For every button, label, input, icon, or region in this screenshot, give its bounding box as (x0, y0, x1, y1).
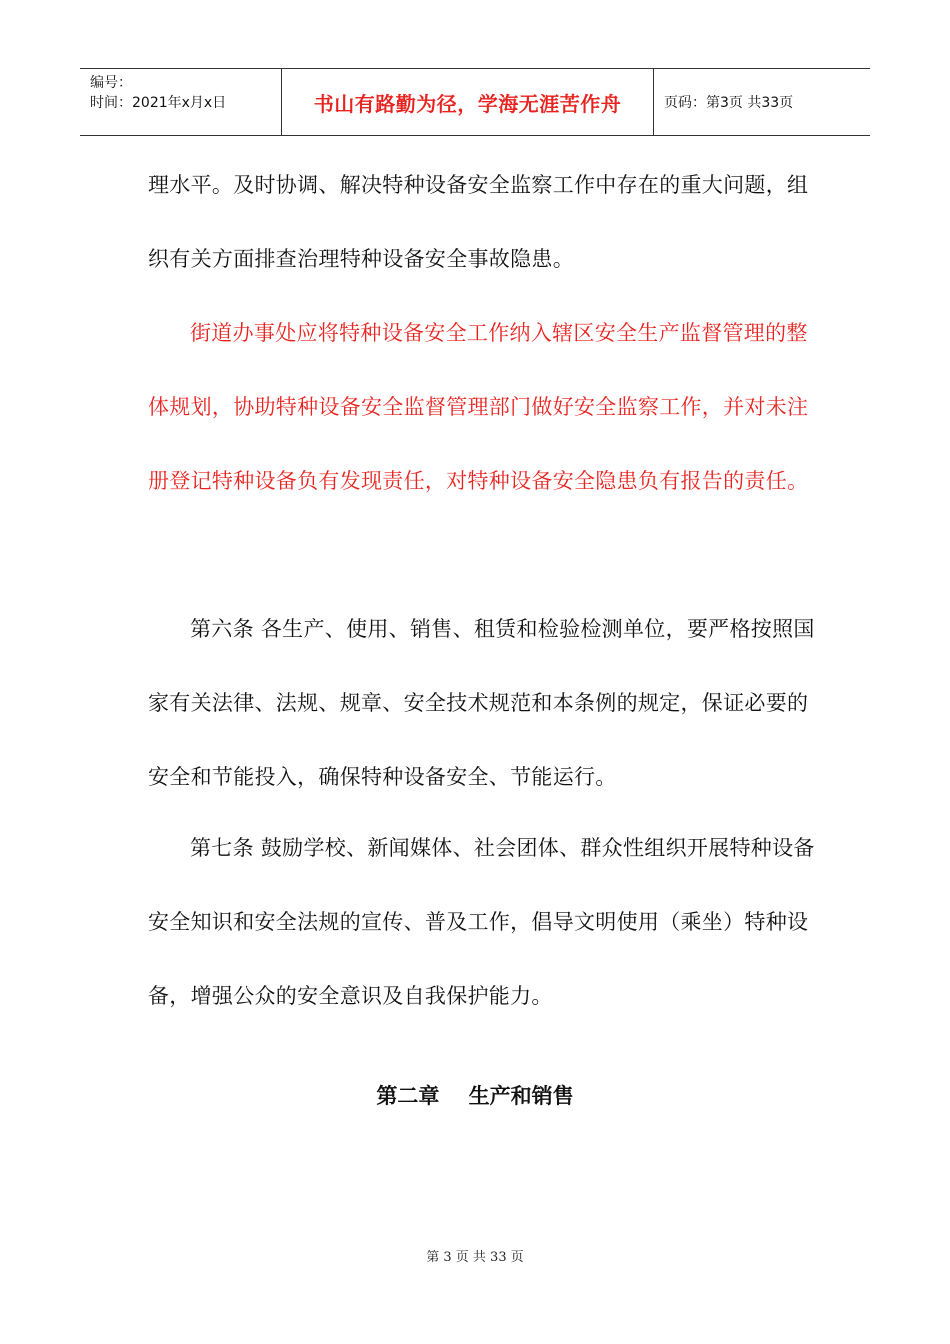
paragraph-subdistrict-office: 街道办事处应将特种设备安全工作纳入辖区安全生产监督管理的整体规划，协助特种设备安全监督管理部门做好安全监察工作，并对未注册登记特种设备负有发现责任，对特种设备安全隐患负有报告的责任。 (148, 321, 809, 493)
paragraph-article-7: 第七条 鼓励学校、新闻媒体、社会团体、群众性组织开展特种设备安全知识和安全法规的宣传、普及工作，倡导文明使用（乘坐）特种设备，增强公众的安全意识及自我保护能力。 (148, 836, 815, 1008)
page-footer: 第 3 页 共 33 页 (426, 1250, 524, 1265)
page-header (80, 68, 870, 136)
header-page-info (654, 69, 870, 135)
paragraph-article-6: 第六条 各生产、使用、销售、租赁和检验检测单位，要严格按照国家有关法律、法规、规章、安全技术规范和本条例的规定，保证必要的安全和节能投入，确保特种设备安全、节能运行。 (148, 617, 815, 789)
chapter-title: 第二章 生产和销售 (376, 1084, 574, 1108)
document-date: 时间：2021年x月x日 (90, 95, 227, 111)
header-page-number: 页码：第3页 共33页 (664, 95, 794, 111)
document-number-label: 编号： (90, 75, 132, 91)
paragraph-continuation: 理水平。及时协调、解决特种设备安全监察工作中存在的重大问题，组织有关方面排查治理特种设备安全事故隐患。 (148, 173, 809, 271)
header-motto-cell (282, 69, 654, 135)
header-motto: 书山有路勤为径，学海无涯苦作舟 (313, 91, 622, 116)
header-meta (80, 69, 282, 135)
